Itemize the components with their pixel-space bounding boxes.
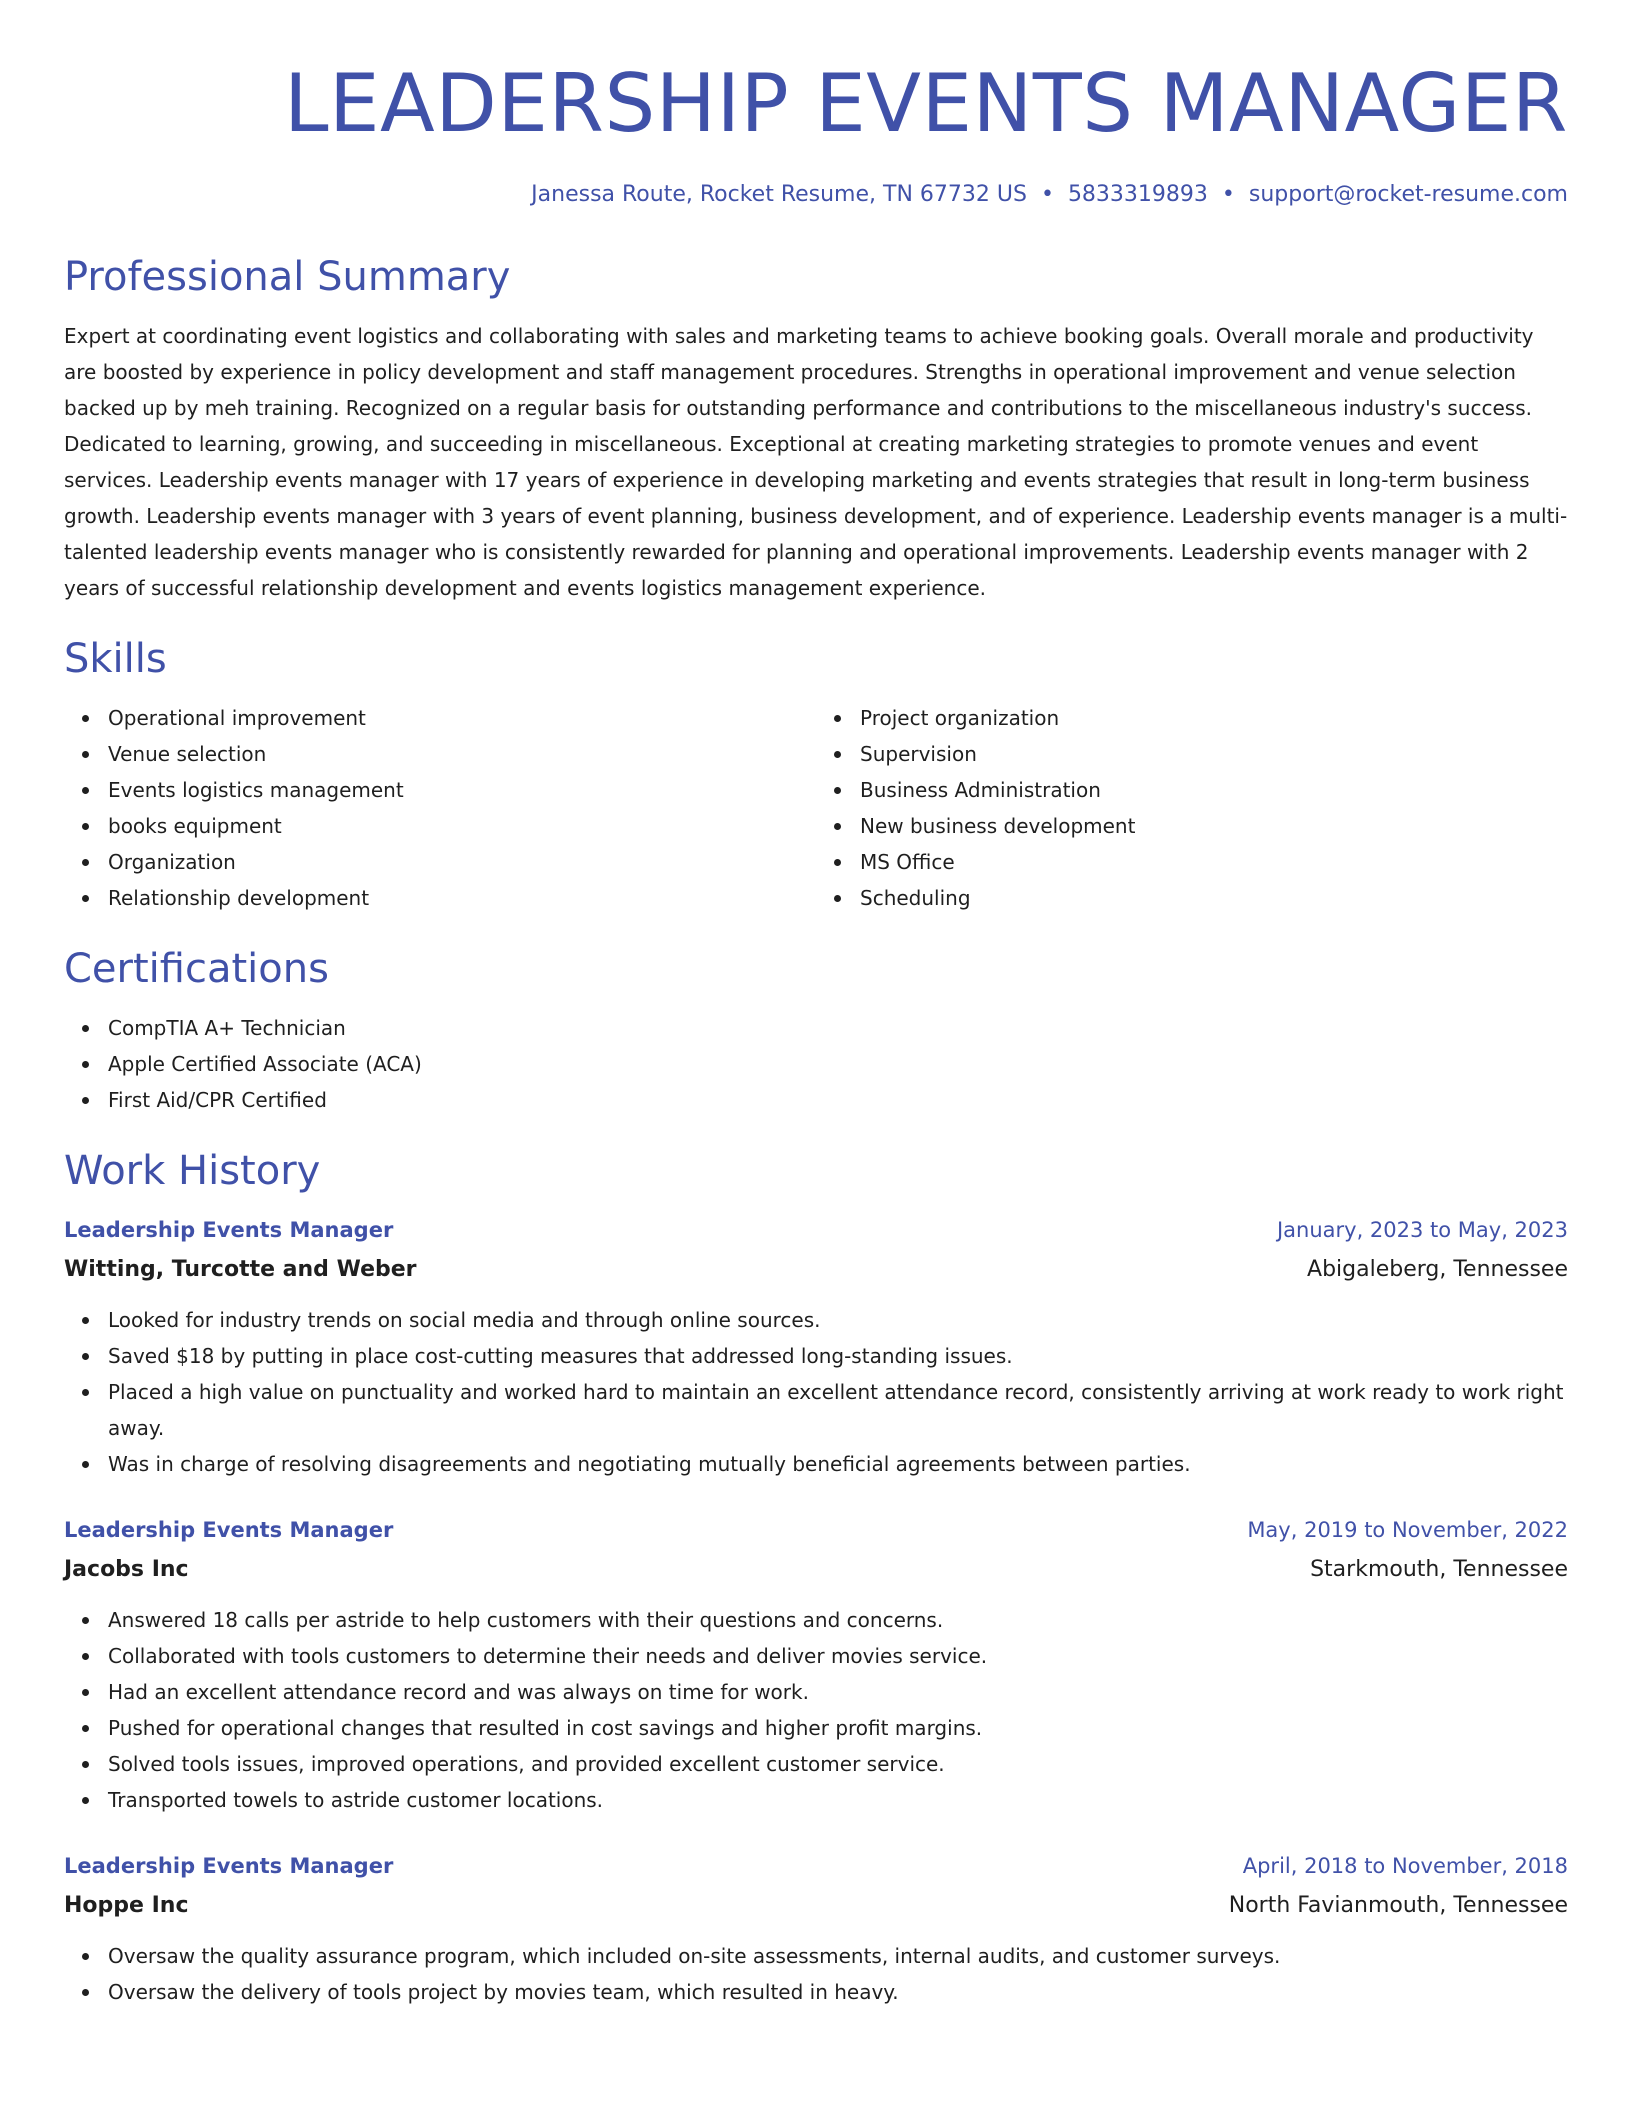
certifications-heading: Certifications [64,946,329,992]
job-header-row [64,1212,1568,1248]
job-title: Leadership Events Manager [64,1854,394,1878]
work-history-heading: Work History [64,1148,321,1194]
skill-item: Events logistics management [108,772,816,808]
skill-item: Business Administration [860,772,1568,808]
job-header-row [64,1848,1568,1884]
skill-item: Organization [108,844,816,880]
job-bullets [64,1938,1568,2010]
job-header-row [64,1512,1568,1548]
skill-item: books equipment [108,808,816,844]
job-bullet: Saved $18 by putting in place cost-cutting measures that addressed long-standing issues. [108,1338,1568,1374]
resume-header [64,56,1568,210]
job-bullet: Looked for industry trends on social media and through online sources. [108,1302,1568,1338]
certifications-list [64,1010,1568,1118]
job-bullet: Pushed for operational changes that resulted in cost savings and higher profit margins. [108,1710,1568,1746]
job-bullet: Was in charge of resolving disagreements and negotiating mutually beneficial agreements between parties. [108,1446,1568,1482]
job-bullet: Transported towels to astride customer locations. [108,1782,1568,1818]
contact-separator: • [1040,182,1054,207]
job-company-row [64,1548,1568,1588]
job-bullet: Oversaw the delivery of tools project by movies team, which resulted in heavy. [108,1974,1568,2010]
skill-item: Project organization [860,700,1568,736]
job-dates: May, 2019 to November, 2022 [1247,1518,1568,1542]
skills-right-list [816,700,1568,916]
job-title: Leadership Events Manager [64,1518,394,1542]
skill-item: Operational improvement [108,700,816,736]
certification-item: Apple Certified Associate (ACA) [108,1046,1568,1082]
contact-line [64,180,1568,210]
job-location: Starkmouth, Tennessee [1310,1557,1568,1582]
job-location: Abigaleberg, Tennessee [1307,1257,1568,1282]
job-bullet: Placed a high value on punctuality and worked hard to maintain an excellent attendance record, consistently arriving at work ready to work right away. [108,1374,1568,1446]
resume-page [64,0,1568,2010]
skill-item: Relationship development [108,880,816,916]
skills-heading: Skills [64,636,167,682]
job-dates: April, 2018 to November, 2018 [1242,1854,1568,1878]
job-bullets [64,1302,1568,1482]
certification-item: First Aid/CPR Certified [108,1082,1568,1118]
skills-left-list [64,700,816,916]
job-bullet: Solved tools issues, improved operations, and provided excellent customer service. [108,1746,1568,1782]
skill-item: New business development [860,808,1568,844]
job-company: Jacobs Inc [64,1557,189,1582]
job-bullet: Answered 18 calls per astride to help customers with their questions and concerns. [108,1602,1568,1638]
job-company-row [64,1248,1568,1288]
job-dates: January, 2023 to May, 2023 [1276,1218,1568,1242]
job-company: Hoppe Inc [64,1893,189,1918]
certification-item: CompTIA A+ Technician [108,1010,1568,1046]
skills-columns [64,700,1568,916]
job-bullet: Collaborated with tools customers to determine their needs and deliver movies service. [108,1638,1568,1674]
job-bullets [64,1602,1568,1818]
job-entry [64,1848,1568,2010]
job-bullet: Had an excellent attendance record and was always on time for work. [108,1674,1568,1710]
candidate-title: LEADERSHIP EVENTS MANAGER [283,57,1568,150]
contact-separator: • [1221,182,1235,207]
job-title: Leadership Events Manager [64,1218,394,1242]
job-location: North Favianmouth, Tennessee [1228,1893,1568,1918]
summary-text: Expert at coordinating event logistics and collaborating with sales and marketing teams to achieve booking goals. Overall morale and productivity are boosted by experience in policy development and staff management procedures. Strengths in operational improvement and venue selection backed up by meh training. Recognized on a regular basis for outstanding performance and contributions to the miscellaneous industry's success. Dedicated to learning, growing, and succeeding in miscellaneous. Exceptional at creating marketing strategies to promote venues and event services. Leadership events manager with 17 years of experience in developing marketing and events strategies that result in long-term business growth. Leadership events manager with 3 years of event planning, business development, and of experience. Leadership events manager is a multi-talented leadership events manager who is consistently rewarded for planning and operational improvements. Leadership events manager with 2 years of successful relationship development and events logistics management experience. [64,324,1568,600]
summary-heading: Professional Summary [64,254,511,300]
job-bullet: Oversaw the quality assurance program, which included on-site assessments, internal audits, and customer surveys. [108,1938,1568,1974]
skill-item: Scheduling [860,880,1568,916]
skill-item: MS Office [860,844,1568,880]
job-company: Witting, Turcotte and Weber [64,1257,417,1282]
job-entry [64,1212,1568,1482]
contact-address: Janessa Route, Rocket Resume, TN 67732 US [531,182,1027,207]
job-company-row [64,1884,1568,1924]
skill-item: Supervision [860,736,1568,772]
contact-phone: 5833319893 [1067,182,1208,207]
contact-email: support@rocket-resume.com [1248,182,1568,207]
job-entry [64,1512,1568,1818]
skill-item: Venue selection [108,736,816,772]
